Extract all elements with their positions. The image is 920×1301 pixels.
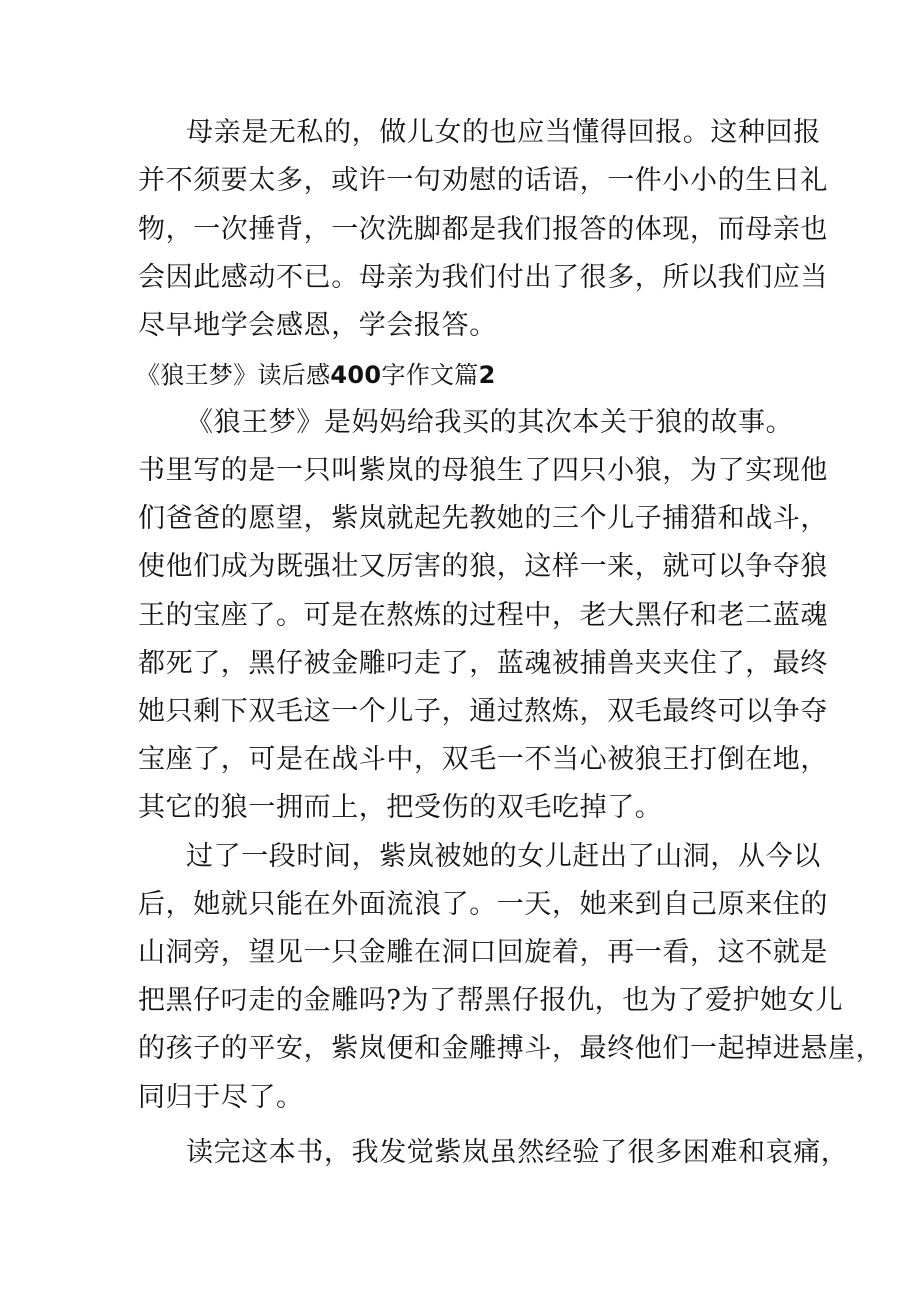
paragraph-2-line-3: 们爸爸的愿望，紫岚就起先教她的三个儿子捕猎和战斗， [138,503,828,534]
paragraph-3-line-6: 同归于尽了。 [138,1082,304,1113]
paragraph-3-line-3: 山洞旁，望见一只金雕在洞口回旋着，再一看，这不就是 [138,937,828,968]
section-heading [136,357,496,393]
paragraph-1-line-4: 会因此感动不已。母亲为我们付出了很多，所以我们应当 [138,262,828,293]
paragraph-3-line-4: 把黑仔叼走的金雕吗?为了帮黑仔报仇，也为了爱护她女儿 [138,985,844,1016]
paragraph-2-line-8: 宝座了，可是在战斗中，双毛一不当心被狼王打倒在地， [138,744,828,775]
paragraph-2-line-4: 使他们成为既强壮又厉害的狼，这样一来，就可以争夺狼 [138,551,828,582]
paragraph-1-line-2: 并不须要太多，或许一句劝慰的话语，一件小小的生日礼 [138,165,828,196]
paragraph-3-line-2: 后，她就只能在外面流浪了。一天，她来到自己原来住的 [138,889,828,920]
paragraph-3-line-1: 过了一段时间，紫岚被她的女儿赶出了山洞，从今以 [186,841,821,872]
heading-middle: 字作文篇 [381,361,479,389]
paragraph-1-line-3: 物，一次捶背，一次洗脚都是我们报答的体现，而母亲也 [138,214,828,245]
paragraph-3-line-5: 的孩子的平安，紫岚便和金雕搏斗，最终他们一起掉进悬崖， [138,1033,884,1064]
paragraph-2-line-6: 都死了，黑仔被金雕叼走了，蓝魂被捕兽夹夹住了，最终 [138,648,828,679]
heading-index: 2 [478,361,496,389]
paragraph-2-line-9: 其它的狼一拥而上，把受伤的双毛吃掉了。 [138,792,663,823]
paragraph-2-line-5: 王的宝座了。可是在熬炼的过程中，老大黑仔和老二蓝魂 [138,600,828,631]
heading-prefix: 《狼王梦》读后感 [136,361,331,389]
paragraph-1-line-5: 尽早地学会感恩，学会报答。 [138,310,497,341]
paragraph-2-line-1: 《狼王梦》是妈妈给我买的其次本关于狼的故事。 [186,407,794,438]
paragraph-2-line-7: 她只剩下双毛这一个儿子，通过熬炼，双毛最终可以争夺 [138,696,828,727]
heading-number: 400 [330,361,382,389]
paragraph-4-line-1: 读完这本书，我发觉紫岚虽然经验了很多困难和哀痛， [186,1137,849,1168]
paragraph-1-line-1: 母亲是无私的，做儿女的也应当懂得回报。这种回报 [186,117,821,148]
paragraph-2-line-2: 书里写的是一只叫紫岚的母狼生了四只小狼，为了实现他 [138,455,828,486]
